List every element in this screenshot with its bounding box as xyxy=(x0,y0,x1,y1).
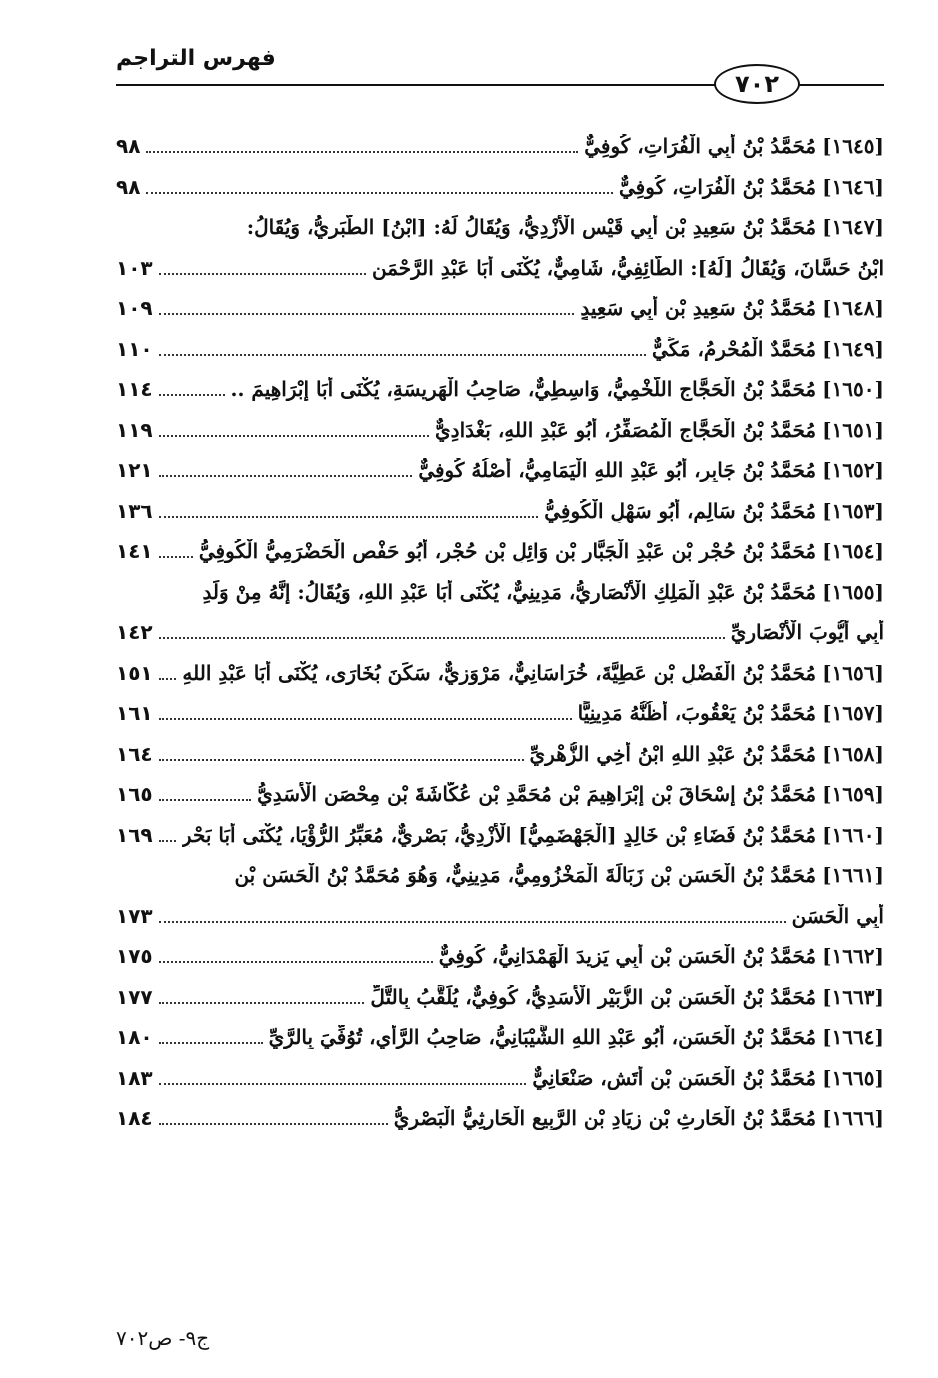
index-entry-row xyxy=(116,896,884,937)
entry-page-number: ١٤٢ xyxy=(116,620,153,645)
entry-number: [١٦٦٠] xyxy=(822,822,884,847)
entry-page-number: ١٧٥ xyxy=(116,944,153,969)
entry-page-number: ١٤١ xyxy=(116,539,153,564)
entry-number: [١٦٤٥] xyxy=(822,134,884,159)
entry-name: مُحَمَّدُ بْنُ سَعِيدِ بْنِ أَبِي سَعِيدٍ xyxy=(580,296,817,321)
entry-page-number: ٩٨ xyxy=(116,134,141,159)
entry-name: مُحَمَّدُ بْنُ الْفَضْلِ بْنِ عَطِيَّةَ، خُرَاسَانِيٌّ، مَرْوَزِيٌّ، سَكَنَ بُخَارَى، يُكْنَى أَبَا عَبْدِ اللهِ xyxy=(182,660,817,685)
index-entry-row xyxy=(116,572,884,613)
entry-page-number: ١٠٩ xyxy=(116,296,153,321)
entry-name: مُحَمَّدُ بْنُ حُجْرِ بْنِ عَبْدِ الْجَبَّارِ بْنِ وَائِلِ بْنِ حُجْرٍ، أَبُو حَفْصٍ الْحَضْرَمِيُّ الْكُوفِيُّ xyxy=(198,539,817,564)
index-entry-row xyxy=(116,491,884,532)
entry-number: [١٦٥١] xyxy=(822,417,884,442)
entry-number: [١٦٥٩] xyxy=(822,782,884,807)
entry-page-number: ١٧٧ xyxy=(116,984,153,1009)
entry-number: [١٦٤٦] xyxy=(822,174,884,199)
leader-dots xyxy=(146,192,613,194)
entry-number: [١٦٥٨] xyxy=(822,741,884,766)
index-entry-row xyxy=(116,815,884,856)
entry-number: [١٦٦٣] xyxy=(822,984,884,1009)
entry-number: [١٦٤٩] xyxy=(822,336,884,361)
entry-name: مُحَمَّدُ بْنُ الْحَسَنِ، أَبُو عَبْدِ اللهِ الشَّيْبَانِيُّ، صَاحِبُ الرَّأْيِ، تُوُفِّيَ بِالرَّيِّ xyxy=(268,1025,817,1050)
index-entry-row xyxy=(116,329,884,370)
index-entry-row xyxy=(116,977,884,1018)
index-entries-list xyxy=(116,126,884,1139)
entry-number: [١٦٥٦] xyxy=(822,660,884,685)
leader-dots xyxy=(159,516,539,518)
entry-number: [١٦٦٥] xyxy=(822,1065,884,1090)
entry-name: مُحَمَّدُ بْنُ الْحَسَنِ بْنِ الزُّبَيْرِ الْأَسَدِيُّ، كُوفِيٌّ، يُلَقَّبُ بِالتَّلِّ xyxy=(370,984,817,1009)
entry-page-number: ١٨٣ xyxy=(116,1065,153,1090)
index-entry-row xyxy=(116,167,884,208)
leader-dots xyxy=(159,1083,527,1085)
entry-page-number: ١٨٠ xyxy=(116,1025,153,1050)
index-entry-row xyxy=(116,248,884,289)
index-entry-row xyxy=(116,734,884,775)
entry-name: مُحَمَّدُ بْنُ الْحَسَنِ بْنِ أَبِي يَزِيدَ الْهَمْدَانِيُّ، كُوفِيٌّ xyxy=(438,944,817,969)
leader-dots xyxy=(159,1042,263,1044)
entry-number: [١٦٦٦] xyxy=(822,1106,884,1131)
entry-number: [١٦٦٢] xyxy=(822,944,884,969)
entry-name: مُحَمَّدُ بْنُ عَبْدِ اللهِ ابْنُ أَخِي الزُّهْرِيِّ xyxy=(529,741,817,766)
entry-name: مُحَمَّدُ بْنُ سَالِمٍ، أَبُو سَهْلٍ الْكُوفِيُّ xyxy=(544,498,817,523)
entry-page-number: ٩٨ xyxy=(116,174,141,199)
index-entry-row xyxy=(116,936,884,977)
entry-name: مُحَمَّدُ بْنُ الْفُرَاتِ، كُوفِيٌّ xyxy=(619,174,817,199)
leader-dots xyxy=(159,759,524,761)
entry-name: مُحَمَّدٌ الْمُحْرِمُ، مَكِّيٌّ xyxy=(652,336,817,361)
index-entry-row xyxy=(116,1017,884,1058)
entry-page-number: ١٥١ xyxy=(116,660,153,685)
index-entry-row xyxy=(116,410,884,451)
leader-dots xyxy=(159,840,176,842)
index-entry-row xyxy=(116,450,884,491)
entry-page-number: ١١٤ xyxy=(116,377,153,402)
leader-dots xyxy=(159,354,646,356)
entry-number: [١٦٦١] xyxy=(822,863,884,888)
index-entry-row xyxy=(116,288,884,329)
entry-page-number: ١٠٣ xyxy=(116,255,153,280)
entry-page-number: ١٢١ xyxy=(116,458,153,483)
index-entry-row xyxy=(116,653,884,694)
entry-number: [١٦٥٣] xyxy=(822,498,884,523)
index-entry-row xyxy=(116,855,884,896)
entry-name: أَبِي أَيُّوبَ الْأَنْصَارِيِّ xyxy=(730,620,884,645)
index-entry-row xyxy=(116,126,884,167)
index-entry-row xyxy=(116,531,884,572)
entry-page-number: ١١٠ xyxy=(116,336,153,361)
index-entry-row xyxy=(116,1058,884,1099)
index-entry-row xyxy=(116,1098,884,1139)
entry-page-number: ١٨٤ xyxy=(116,1106,153,1131)
entry-name: مُحَمَّدُ بْنُ فَضَاءِ بْنِ خَالِدٍ [الْجَهْضَمِيُّ] الْأَزْدِيُّ، بَصْرِيٌّ، مُعَبِّرُ الرُّؤْيَا، يُكْنَى أَبَا بَحْرٍ xyxy=(181,822,817,847)
volume-page-reference: ج٩- ص٧٠٢ xyxy=(116,1326,210,1350)
index-entry-row xyxy=(116,774,884,815)
index-entry-row xyxy=(116,612,884,653)
entry-name: مُحَمَّدُ بْنُ الْحَسَنِ بْنِ أَتَشٍ، صَنْعَانِيٌّ xyxy=(532,1065,817,1090)
leader-dots xyxy=(159,961,433,963)
entry-number: [١٦٥٧] xyxy=(822,701,884,726)
entry-page-number: ١٣٦ xyxy=(116,498,153,523)
leader-dots xyxy=(159,637,725,639)
entry-number: [١٦٤٧] xyxy=(822,215,884,240)
leader-dots xyxy=(159,394,225,396)
leader-dots xyxy=(159,435,429,437)
leader-dots xyxy=(159,921,786,923)
entry-name: مُحَمَّدُ بْنُ سَعِيدِ بْنِ أَبِي قَيْسٍ الْأَزْدِيُّ، وَيُقَالُ لَهُ: [ابْنُ] الطَّبَرِيُّ، وَيُقَالُ: xyxy=(246,215,817,240)
leader-dots xyxy=(159,273,366,275)
leader-dots xyxy=(159,799,251,801)
index-entry-row xyxy=(116,693,884,734)
leader-dots xyxy=(159,475,413,477)
index-entry-row xyxy=(116,207,884,248)
entry-number: [١٦٥٤] xyxy=(822,539,884,564)
page-number-badge: ٧٠٢ xyxy=(714,64,800,104)
entry-number: [١٦٦٤] xyxy=(822,1025,884,1050)
entry-name: مُحَمَّدُ بْنُ الْحَجَّاجِ اللَّخْمِيُّ، وَاسِطِيٌّ، صَاحِبُ الْهَرِيسَةِ، يُكْنَى أَبَا إِبْرَاهِيمَ .. xyxy=(230,377,817,402)
entry-page-number: ١٦١ xyxy=(116,701,153,726)
entry-number: [١٦٥٠] xyxy=(822,377,884,402)
entry-name: مُحَمَّدُ بْنُ عَبْدِ الْمَلِكِ الْأَنْصَارِيُّ، مَدِينِيٌّ، يُكْنَى أَبَا عَبْدِ اللهِ، وَيُقَالُ: إِنَّهُ مِنْ وَلَدِ xyxy=(202,579,817,604)
entry-page-number: ١٧٣ xyxy=(116,903,153,928)
entry-number: [١٦٥٢] xyxy=(822,458,884,483)
entry-name: مُحَمَّدُ بْنُ إِسْحَاقَ بْنِ إِبْرَاهِيمَ بْنِ مُحَمَّدِ بْنِ عُكَّاشَةَ بْنِ مِحْصَنٍ الْأَسَدِيُّ xyxy=(257,782,817,807)
entry-name: ابْنُ حَسَّانَ، وَيُقَالُ [لَهُ]: الطَّائِفِيُّ، شَامِيٌّ، يُكْنَى أَبَا عَبْدِ الرَّحْمَنِ xyxy=(371,255,884,280)
leader-dots xyxy=(159,313,575,315)
entry-name: مُحَمَّدُ بْنُ يَعْقُوبَ، أَظُنُّهُ مَدِينِيًّا xyxy=(577,701,817,726)
leader-dots xyxy=(159,678,177,680)
entry-name: مُحَمَّدُ بْنُ الْحَجَّاجِ الْمُصَفِّرُ، أَبُو عَبْدِ اللهِ، بَغْدَادِيٌّ xyxy=(435,417,817,442)
entry-page-number: ١٦٩ xyxy=(116,822,153,847)
leader-dots xyxy=(159,1123,388,1125)
page-header-title: فهرس التراجم xyxy=(116,46,276,71)
entry-page-number: ١١٩ xyxy=(116,417,153,442)
index-entry-row xyxy=(116,369,884,410)
entry-page-number: ١٦٤ xyxy=(116,741,153,766)
entry-name: أَبِي الْحَسَنِ xyxy=(791,903,884,928)
entry-name: مُحَمَّدُ بْنُ أَبِي الْفُرَاتِ، كُوفِيٌّ xyxy=(584,134,817,159)
entry-number: [١٦٤٨] xyxy=(822,296,884,321)
entry-name: مُحَمَّدُ بْنُ جَابِرٍ، أَبُو عَبْدِ اللهِ الْيَمَامِيُّ، أَصْلُهُ كُوفِيٌّ xyxy=(418,458,817,483)
entry-page-number: ١٦٥ xyxy=(116,782,153,807)
leader-dots xyxy=(146,151,578,153)
leader-dots xyxy=(159,556,193,558)
entry-name: مُحَمَّدُ بْنُ الْحَسَنِ بْنِ زَبَالَةَ الْمَخْزُومِيُّ، مَدِينِيٌّ، وَهُوَ مُحَمَّدُ بْنُ الْحَسَنِ بْنِ xyxy=(234,863,817,888)
leader-dots xyxy=(159,718,572,720)
leader-dots xyxy=(159,1002,365,1004)
entry-name: مُحَمَّدُ بْنُ الْحَارِثِ بْنِ زِيَادِ بْنِ الرَّبِيعِ الْحَارِثِيُّ الْبَصْرِيُّ xyxy=(393,1106,817,1131)
entry-number: [١٦٥٥] xyxy=(822,579,884,604)
